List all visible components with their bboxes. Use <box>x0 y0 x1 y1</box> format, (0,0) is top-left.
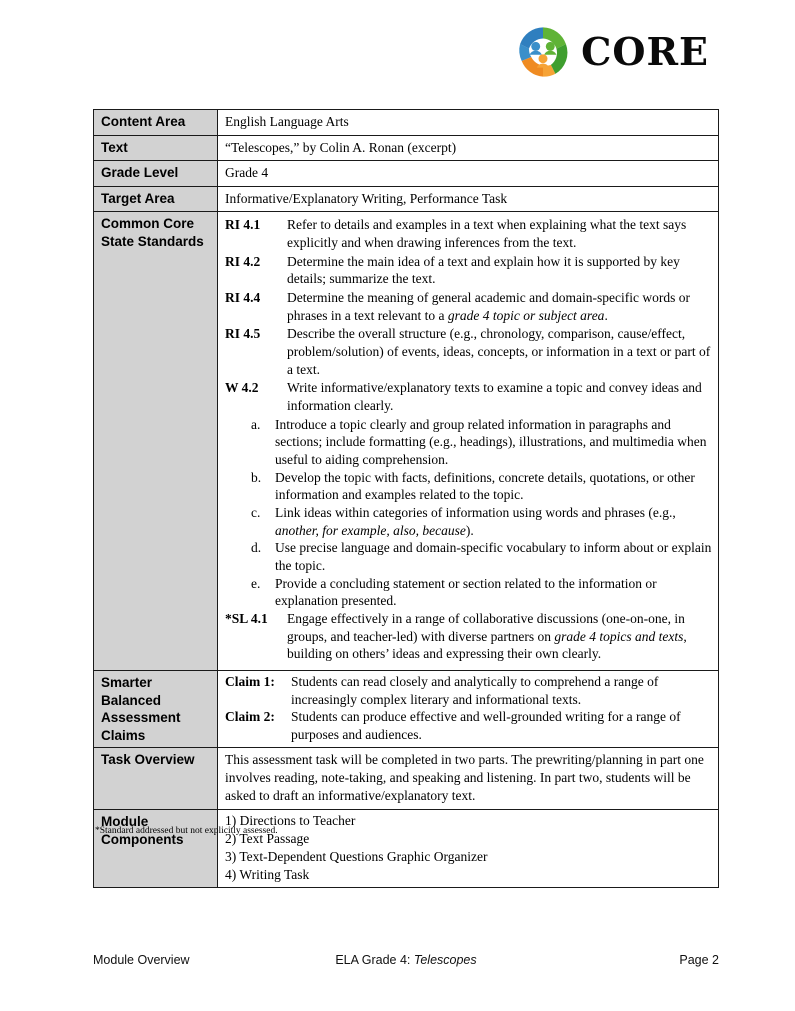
row-label-content-area: Content Area <box>94 110 218 136</box>
row-value-content-area <box>218 110 719 136</box>
footer-center-prefix: ELA Grade 4: <box>335 953 414 967</box>
page-footer <box>93 953 719 967</box>
standard-sub-item <box>223 469 713 504</box>
row-label-target-area: Target Area <box>94 186 218 212</box>
standard-text-after-italic: , building on others’ ideas and expressing their own clearly. <box>287 628 687 662</box>
row-value-task-overview <box>218 748 719 810</box>
table-row-content-area <box>94 110 719 136</box>
footer-center-title: Telescopes <box>413 953 477 967</box>
table-row-standards <box>94 212 719 671</box>
standard-sub-item <box>223 575 713 610</box>
sub-item-letter: e. <box>251 575 261 591</box>
table-footnote: *Standard addressed but not explicitly assessed. <box>95 826 278 836</box>
standard-code: RI 4.1 <box>225 217 261 233</box>
standard-text <box>287 289 713 324</box>
sub-item-text: Develop the topic with facts, definitions, concrete details, quotations, or other information and examples related to the topic. <box>275 469 695 503</box>
sub-item-text-italic: another, for example, also, because <box>275 522 466 538</box>
standard-item <box>223 289 713 324</box>
standard-text-before-italic: Determine the meaning of general academic and domain-specific words or phrases in a text relevant to a <box>287 289 690 323</box>
core-circle-people-logo-icon <box>515 24 571 80</box>
row-value-text <box>218 135 719 161</box>
row-value-module-components <box>218 810 719 888</box>
claim-text: Students can read closely and analytically to comprehend a range of increasingly complex literary and informational texts. <box>291 673 659 707</box>
table-row-claims <box>94 670 719 747</box>
sub-item-letter: b. <box>251 469 262 485</box>
row-value-standards <box>218 212 719 671</box>
sub-item-letter: c. <box>251 504 261 520</box>
standard-text: Describe the overall structure (e.g., chronology, comparison, cause/effect, problem/solution) of events, ideas, concepts, or information in a text or part of a text. <box>287 326 711 377</box>
standard-code: W 4.2 <box>225 380 259 396</box>
standard-sub-items <box>223 416 713 610</box>
module-component-item: 4) Writing Task <box>225 867 310 883</box>
standard-text-italic: grade 4 topics and texts <box>554 628 684 644</box>
claim-item <box>223 708 713 743</box>
row-label-task-overview: Task Overview <box>94 748 218 810</box>
standard-text <box>287 610 713 663</box>
logo-wordmark: CORE <box>581 29 709 74</box>
sub-item-text: Provide a concluding statement or section related to the information or explanation presented. <box>275 575 657 609</box>
sub-item-text-before-italic: Link ideas within categories of information using words and phrases (e.g., <box>275 504 676 520</box>
text-value: “Telescopes,” by Colin A. Ronan (excerpt) <box>225 139 457 155</box>
standard-item <box>223 379 713 414</box>
row-value-grade-level <box>218 161 719 187</box>
standard-code: RI 4.2 <box>225 253 261 269</box>
row-label-claims: Smarter Balanced Assessment Claims <box>94 670 218 747</box>
standard-text-italic: grade 4 topic or subject area <box>447 307 605 323</box>
claim-text: Students can produce effective and well-grounded writing for a range of purposes and audiences. <box>291 709 681 742</box>
sub-item-text-after-italic: ). <box>465 522 474 538</box>
sub-item-letter: a. <box>251 416 261 432</box>
claim-label: Claim 2: <box>225 709 275 725</box>
table-row-grade-level <box>94 161 719 187</box>
standard-sub-item <box>223 416 713 469</box>
table-row-target-area <box>94 186 719 212</box>
footer-page-number: Page 2 <box>679 953 719 967</box>
footer-center-text <box>300 953 513 967</box>
module-component-item: 3) Text-Dependent Questions Graphic Organizer <box>225 849 488 865</box>
row-label-standards: Common Core State Standards <box>94 212 218 671</box>
module-component-item: 1) Directions to Teacher <box>225 813 356 829</box>
standard-code: RI 4.4 <box>225 289 261 305</box>
target-area-value: Informative/Explanatory Writing, Performance Task <box>225 190 508 206</box>
standard-text: Write informative/explanatory texts to examine a topic and convey ideas and information clearly. <box>287 380 702 413</box>
sub-item-text: Use precise language and domain-specific vocabulary to inform about or explain the topic. <box>275 540 712 573</box>
sub-item-letter: d. <box>251 540 262 556</box>
standard-text-after-italic: . <box>604 307 608 323</box>
claim-item <box>223 673 713 708</box>
standard-item <box>223 325 713 378</box>
standard-code: *SL 4.1 <box>225 610 268 626</box>
standard-sub-item <box>223 539 713 574</box>
standard-sub-item <box>223 504 713 539</box>
standard-text-before-italic: Engage effectively in a range of collaborative discussions (one-on-one, in groups, and teacher-led) with diverse partners on <box>287 610 685 644</box>
row-label-text: Text <box>94 135 218 161</box>
footer-left-text: Module Overview <box>93 953 190 967</box>
claim-label: Claim 1: <box>225 673 275 689</box>
grade-level-value: Grade 4 <box>225 165 269 181</box>
content-area-value: English Language Arts <box>225 114 349 129</box>
standard-code: RI 4.5 <box>225 326 261 342</box>
page-header <box>515 24 709 80</box>
module-overview-table <box>93 109 719 888</box>
row-value-target-area <box>218 186 719 212</box>
sub-item-text <box>275 504 713 539</box>
row-value-claims <box>218 670 719 747</box>
standard-text: Determine the main idea of a text and explain how it is supported by key details; summarize the text. <box>287 253 680 287</box>
table-row-module-components <box>94 810 719 888</box>
task-overview-text: This assessment task will be completed in two parts. The prewriting/planning in part one involves reading, note-taking, and speaking and listening. In part two, students will be asked to draft an informative/explanatory text. <box>225 752 704 803</box>
standards-list <box>223 214 713 667</box>
row-label-module-components: Module Components <box>94 810 218 888</box>
module-component-item: 2) Text Passage <box>225 831 310 847</box>
table-row-text <box>94 135 719 161</box>
standard-item <box>223 216 713 251</box>
standard-item <box>223 253 713 288</box>
sub-item-text: Introduce a topic clearly and group related information in paragraphs and sections; include formatting (e.g., headings), illustrations, and multimedia when useful to aiding comprehension. <box>275 416 707 467</box>
row-label-grade-level: Grade Level <box>94 161 218 187</box>
standard-text: Refer to details and examples in a text when explaining what the text says explicitly and when drawing inferences from the text. <box>287 217 687 250</box>
table-row-task-overview <box>94 748 719 810</box>
standard-item-sl <box>223 610 713 663</box>
